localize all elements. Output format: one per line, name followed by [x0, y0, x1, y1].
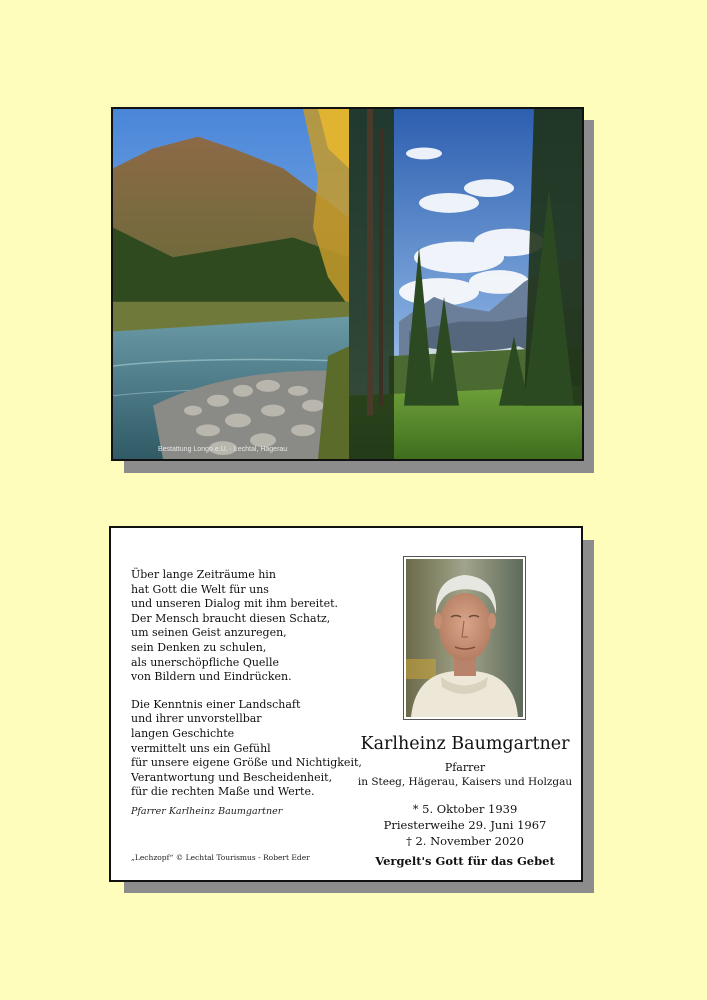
death-date: † 2. November 2020	[406, 834, 524, 848]
stanza-gap	[131, 685, 371, 698]
poem-line: Über lange Zeiträume hin	[131, 568, 276, 581]
poem-line: für unsere eigene Größe und Nichtigkeit,	[131, 756, 362, 770]
poem-line: sein Denken zu schulen,	[131, 640, 267, 654]
thanks-line: Vergelt's Gott für das Gebet	[375, 854, 555, 868]
poem-line: Verantwortung und Bescheidenheit,	[131, 770, 333, 784]
deceased-role: Pfarrer	[444, 761, 486, 774]
poem-line: als unerschöpfliche Quelle	[131, 655, 279, 669]
memorial-text-card	[109, 526, 583, 882]
poem	[131, 568, 371, 800]
mountain-river-photo	[113, 109, 349, 459]
parish-places: in Steeg, Hägerau, Kaisers und Holzgau	[357, 776, 573, 788]
obituary-details	[356, 734, 574, 868]
poem-line: von Bildern und Eindrücken.	[131, 670, 292, 684]
mountain-river-image	[113, 109, 349, 459]
poem-line: vermittelt uns ein Gefühl	[131, 741, 271, 755]
life-dates	[356, 801, 574, 849]
poem-line: und unseren Dialog mit ihm bereitet.	[131, 597, 339, 611]
poem-line: langen Geschichte	[131, 726, 235, 740]
deceased-name: Karlheinz Baumgartner	[360, 734, 570, 754]
poem-line: hat Gott die Welt für uns	[131, 582, 269, 596]
portrait-image	[406, 559, 523, 717]
poem-line: Die Kenntnis einer Landschaft	[131, 697, 301, 711]
birth-date: * 5. Oktober 1939	[412, 802, 518, 816]
forest-valley-photo	[349, 109, 582, 459]
landscape-photo-card	[111, 107, 584, 461]
poem-line: für die rechten Maße und Werte.	[131, 785, 315, 799]
ordination-date: Priesterweihe 29. Juni 1967	[383, 818, 547, 832]
poem-line: Der Mensch braucht diesen Schatz,	[131, 611, 331, 625]
poem-line: um seinen Geist anzuregen,	[131, 626, 287, 640]
forest-valley-image	[349, 109, 582, 459]
photo-credit: Bestattung Longo e.U. · Lechtal, Hägerau	[158, 446, 288, 453]
poem-line: und ihrer unvorstellbar	[131, 712, 262, 726]
photo-copyright: „Lechzopf“ © Lechtal Tourismus - Robert Eder	[131, 853, 310, 862]
portrait-photo	[403, 556, 526, 720]
poem-author: Pfarrer Karlheinz Baumgartner	[131, 806, 283, 817]
